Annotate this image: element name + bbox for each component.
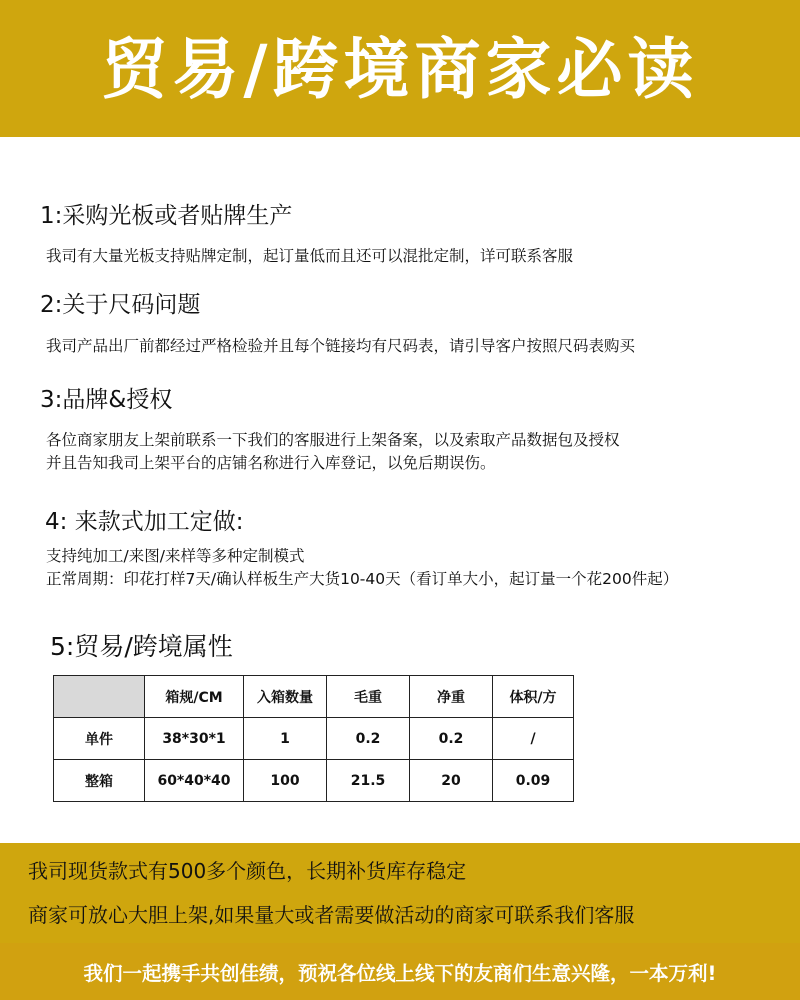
section-2-heading: 2:关于尺码问题 bbox=[40, 292, 201, 318]
table-cell: 38*30*1 bbox=[145, 718, 244, 760]
section-2-line-1: 我司产品出厂前都经过严格检验并且每个链接均有尺码表，请引导客户按照尺码表购买 bbox=[46, 337, 636, 355]
notice-line-2: 商家可放心大胆上架,如果量大或者需要做活动的商家可联系我们客服 bbox=[28, 903, 635, 927]
table-row bbox=[54, 760, 574, 802]
section-3-body bbox=[46, 429, 620, 476]
section-4-heading: 4: 来款式加工定做: bbox=[45, 509, 244, 535]
section-4-line-2: 正常周期：印花打样7天/确认样板生产大货10-40天（看订单大小，起订量一个花200件起） bbox=[46, 570, 679, 589]
footer-banner bbox=[0, 943, 800, 1000]
table-row bbox=[54, 718, 574, 760]
table-cell: 60*40*40 bbox=[145, 760, 244, 802]
section-3-line-2: 并且告知我司上架平台的店铺名称进行入库登记，以免后期误伤。 bbox=[46, 454, 496, 473]
table-cell: 0.2 bbox=[327, 718, 410, 760]
table-header-cell: 毛重 bbox=[327, 676, 410, 718]
spec-table bbox=[53, 675, 574, 802]
table-cell: 1 bbox=[244, 718, 327, 760]
notice-line-1: 我司现货款式有500多个颜色，长期补货库存稳定 bbox=[28, 859, 467, 883]
table-header-cell: 净重 bbox=[410, 676, 493, 718]
table-cell: 单件 bbox=[54, 718, 145, 760]
section-1-body bbox=[46, 245, 573, 268]
table-header-row bbox=[54, 676, 574, 718]
table-cell: 100 bbox=[244, 760, 327, 802]
table-cell: 0.09 bbox=[493, 760, 574, 802]
section-2-body bbox=[46, 335, 635, 358]
table-cell: 21.5 bbox=[327, 760, 410, 802]
section-1-line-1: 我司有大量光板支持贴牌定制，起订量低而且还可以混批定制，详可联系客服 bbox=[46, 247, 574, 265]
table-cell: / bbox=[493, 718, 574, 760]
header-banner bbox=[0, 0, 800, 137]
section-4-line-1: 支持纯加工/来图/来样等多种定制模式 bbox=[46, 547, 305, 565]
section-3-heading: 3:品牌&授权 bbox=[40, 387, 173, 413]
table-header-cell: 箱规/CM bbox=[145, 676, 244, 718]
table-cell: 20 bbox=[410, 760, 493, 802]
footer-text: 我们一起携手共创佳绩，预祝各位线上线下的友商们生意兴隆，一本万利! bbox=[83, 961, 717, 985]
table-header-cell: 入箱数量 bbox=[244, 676, 327, 718]
table-cell: 整箱 bbox=[54, 760, 145, 802]
section-4-body bbox=[46, 545, 678, 592]
section-1-heading: 1:采购光板或者贴牌生产 bbox=[40, 203, 293, 229]
notice-banner bbox=[0, 843, 800, 943]
page-title: 贸易/跨境商家必读 bbox=[101, 30, 699, 108]
table-cell: 0.2 bbox=[410, 718, 493, 760]
section-3-line-1: 各位商家朋友上架前联系一下我们的客服进行上架备案，以及索取产品数据包及授权 bbox=[46, 431, 620, 449]
table-header-cell bbox=[54, 676, 145, 718]
table-header-cell: 体积/方 bbox=[493, 676, 574, 718]
section-5-heading: 5:贸易/跨境属性 bbox=[50, 632, 233, 661]
